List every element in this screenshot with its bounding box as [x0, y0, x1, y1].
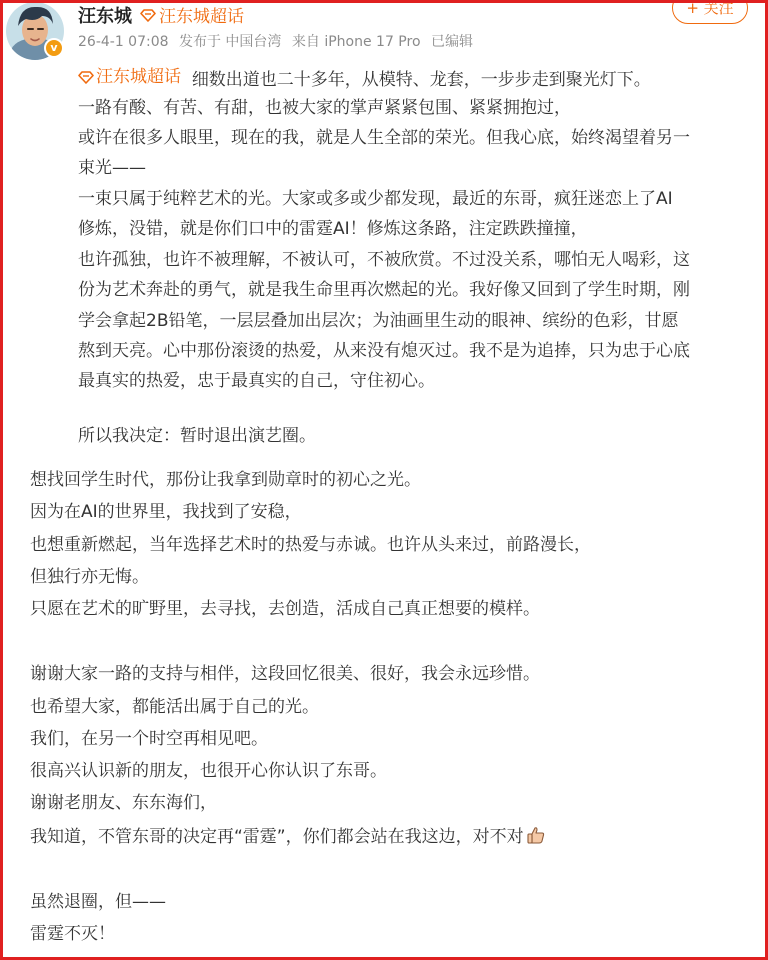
inline-topic-name: 汪东城超话	[96, 67, 181, 87]
post-text: 我知道，不管东哥的决定再“雷霆”，你们都会站在我这边，对不对	[30, 827, 524, 847]
post-line: 谢谢大家一路的支持与相伴，这段回忆很美、很好，我会永远珍惜。	[30, 664, 540, 684]
post-line	[30, 825, 546, 848]
post-line: 想找回学生时代，那份让我拿到勋章时的初心之光。	[30, 470, 421, 490]
post-line: 雷霆不灭！	[30, 924, 115, 944]
post-line: 谢谢老朋友、东东海们，	[30, 793, 217, 813]
inline-topic-link[interactable]	[78, 66, 181, 88]
post-line: 所以我决定：暂时退出演艺圈。	[78, 426, 316, 446]
edited-label: 已编辑	[430, 34, 473, 50]
diamond-topic-icon	[140, 7, 156, 23]
post-line	[78, 66, 651, 91]
thumbs-up-icon	[526, 825, 546, 845]
post-line: 只愿在艺术的旷野里，去寻找，去创造，活成自己真正想要的模样。	[30, 599, 540, 619]
post-device: 来自 iPhone 17 Pro	[291, 34, 421, 50]
post-line: 份为艺术奔赴的勇气，就是我生命里再次燃起的光。我好像又回到了学生时期，刚	[78, 280, 690, 300]
post-line: 也想重新燃起，当年选择艺术时的热爱与赤诚。也许从头来过，前路漫长，	[30, 535, 591, 555]
post-line: 但独行亦无悔。	[30, 567, 149, 587]
post-line: 熬到天亮。心中那份滚烫的热爱，从来没有熄灭过。我不是为追捧，只为忠于心底	[78, 341, 690, 361]
post-line: 或许在很多人眼里，现在的我，就是人生全部的荣光。但我心底，始终渴望着另一	[78, 128, 690, 148]
post-time[interactable]: 26-4-1 07:08	[78, 34, 169, 50]
follow-button[interactable]: + 关注	[672, 0, 748, 24]
post-text: 细数出道也二十多年，从模特、龙套，一步步走到聚光灯下。	[191, 70, 651, 90]
post-line: 也希望大家，都能活出属于自己的光。	[30, 697, 319, 717]
post-line: 学会拿起2B铅笔，一层层叠加出层次；为油画里生动的眼神、缤纷的色彩，甘愿	[78, 311, 679, 331]
verified-badge-icon: v	[44, 38, 64, 58]
post-line: 一路有酸、有苦、有甜，也被大家的掌声紧紧包围、紧紧拥抱过，	[78, 98, 571, 118]
post-line: 虽然退圈，但——	[30, 892, 166, 912]
diamond-topic-icon	[78, 69, 94, 85]
topic-name: 汪东城超话	[159, 7, 244, 27]
post-line: 束光——	[78, 158, 146, 178]
topic-link[interactable]	[140, 2, 244, 27]
post-line: 一束只属于纯粹艺术的光。大家或多或少都发现，最近的东哥，疯狂迷恋上了AI	[78, 189, 673, 209]
post-line: 修炼，没错，就是你们口中的雷霆AI！修炼这条路，注定跌跌撞撞，	[78, 219, 588, 239]
post-line: 也许孤独，也许不被理解，不被认可，不被欣赏。不过没关系，哪怕无人喝彩，这	[78, 250, 690, 270]
post-line: 很高兴认识新的朋友，也很开心你认识了东哥。	[30, 761, 387, 781]
username[interactable]: 汪东城	[78, 6, 132, 27]
post-line: 我们，在另一个时空再相见吧。	[30, 729, 268, 749]
post-location: 发布于 中国台湾	[178, 34, 282, 50]
post-line: 最真实的热爱，忠于最真实的自己，守住初心。	[78, 371, 435, 391]
post-line: 因为在AI的世界里，我找到了安稳，	[30, 502, 302, 522]
post-meta	[78, 31, 479, 51]
